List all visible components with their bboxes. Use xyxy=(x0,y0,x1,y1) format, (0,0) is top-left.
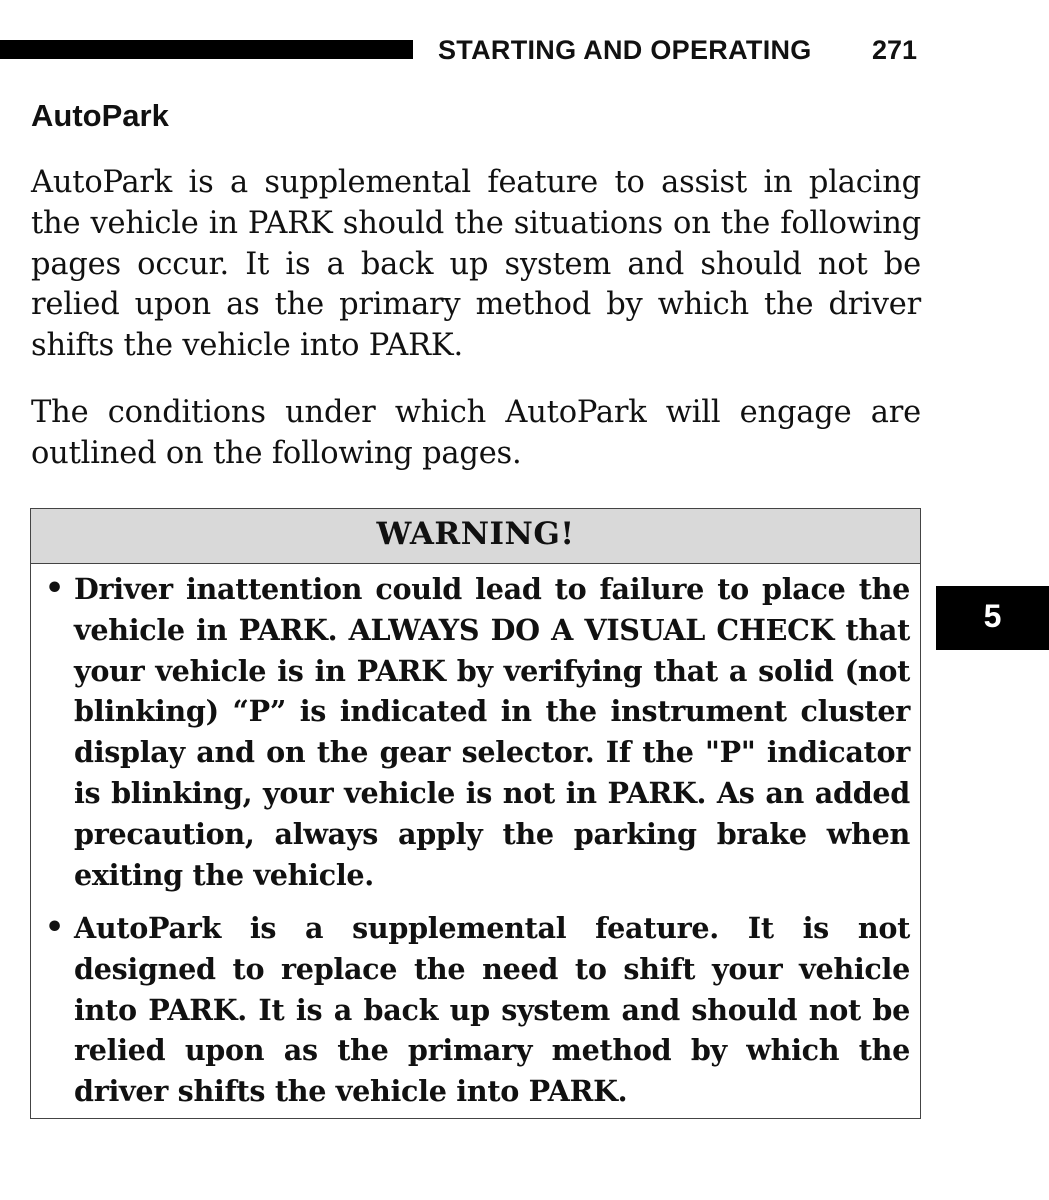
body-paragraph-intro: AutoPark is a supplemental feature to assist in placing the vehicle in PARK should the situations on the following pages occur. It is a back up system and should not be relied upon as the primary method by which the driver shifts the vehicle into PARK. xyxy=(31,165,921,364)
header-rule-bar xyxy=(0,40,413,59)
body-paragraph-conditions: The conditions under which AutoPark will engage are outlined on the following pages. xyxy=(31,395,921,471)
warning-item-text: Driver inattention could lead to failure to place the vehicle in PARK. ALWAYS DO A VISUAL CHECK that your vehicle is in PARK by verifying that a solid (not blinking) “P” is indicated in the instrument cluster display and on the gear selector. If the "P" indicator is blinking, your vehicle is not in PARK. As an added precaution, always apply the parking brake when exiting the vehicle. xyxy=(74,572,910,892)
chapter-tab: 5 xyxy=(936,586,1049,650)
warning-item-text: AutoPark is a supplemental feature. It is not designed to replace the need to shift your vehicle into PARK. It is a back up system and should not be relied upon as the primary method by which the driver shifts the vehicle into PARK. xyxy=(74,911,910,1109)
warning-box xyxy=(30,508,921,1119)
warning-title: WARNING! xyxy=(31,509,920,564)
section-heading: AutoPark xyxy=(31,98,169,133)
bullet-icon: • xyxy=(45,571,65,606)
bullet-icon: • xyxy=(45,910,65,945)
running-header-section-title: STARTING AND OPERATING xyxy=(438,35,812,65)
page-number: 271 xyxy=(872,35,918,65)
